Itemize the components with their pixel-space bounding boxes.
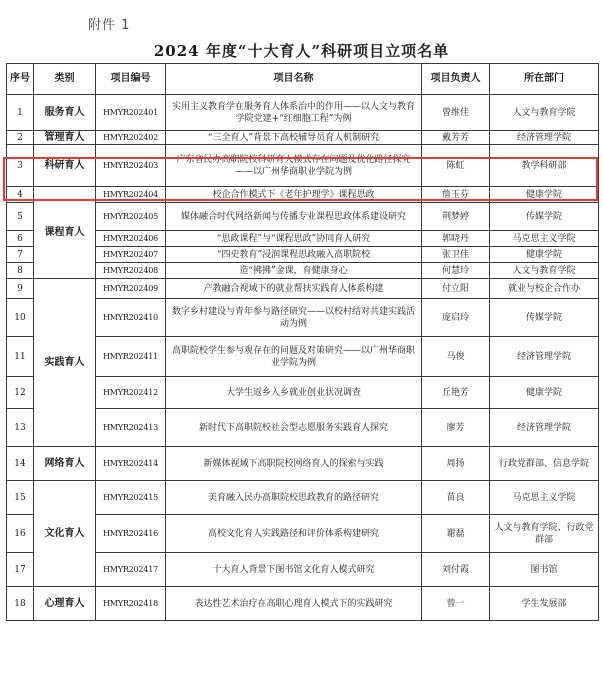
row-no: 15: [7, 481, 34, 515]
project-code: HMYR202407: [96, 247, 166, 263]
project-code: HMYR202409: [96, 279, 166, 299]
project-table: [6, 63, 599, 621]
project-code: HMYR202418: [96, 587, 166, 621]
category-cell: 科研育人: [34, 145, 96, 187]
row-no: 11: [7, 337, 34, 377]
category-cell: 服务育人: [34, 95, 96, 131]
row-no: 2: [7, 131, 34, 145]
project-leader: 付立阳: [422, 279, 490, 299]
project-name: 高职院校学生参与观存在的问题及对策研究——以广州华商职业学院为例: [166, 337, 422, 377]
row-no: 7: [7, 247, 34, 263]
project-code: HMYR202417: [96, 553, 166, 587]
project-code: HMYR202408: [96, 263, 166, 279]
project-leader: 谢磊: [422, 515, 490, 553]
header-row: [7, 64, 599, 95]
attachment-label: 附件 1: [88, 18, 131, 33]
project-leader: 荆梦婷: [422, 203, 490, 231]
project-code: HMYR202415: [96, 481, 166, 515]
project-dept: 行政党群部、信息学院: [490, 447, 599, 481]
project-leader: 廖芳: [422, 409, 490, 447]
table-row: [7, 377, 599, 409]
project-leader: 曾维佳: [422, 95, 490, 131]
project-code: HMYR202406: [96, 231, 166, 247]
table-row: [7, 247, 599, 263]
table-row: [7, 299, 599, 337]
project-leader: 庞启玲: [422, 299, 490, 337]
project-name: 校企合作模式下《老年护理学》课程思政: [166, 187, 422, 203]
table-row: [7, 145, 599, 187]
project-name: “三全育人”背景下高校辅导员育人机制研究: [166, 131, 422, 145]
project-dept: 人文与教育学院: [490, 95, 599, 131]
project-code: HMYR202414: [96, 447, 166, 481]
table-row: [7, 231, 599, 247]
row-no: 6: [7, 231, 34, 247]
project-dept: 教学科研部: [490, 145, 599, 187]
table-row: [7, 203, 599, 231]
row-no: 8: [7, 263, 34, 279]
project-name: “四史教育”浸润课程思政融入高职院校: [166, 247, 422, 263]
category-cell: 实践育人: [34, 279, 96, 447]
project-leader: 张卫佳: [422, 247, 490, 263]
project-dept: 传媒学院: [490, 299, 599, 337]
project-leader: 刘付霞: [422, 553, 490, 587]
project-name: 产教融合视域下的就业帮扶实践育人体系构建: [166, 279, 422, 299]
header-dept: 所在部门: [490, 64, 599, 95]
table-row: [7, 447, 599, 481]
table-row: [7, 187, 599, 203]
project-name: 大学生返乡入乡就业创业状况调查: [166, 377, 422, 409]
project-name: 新媒体视域下高职院校网络育人的探索与实践: [166, 447, 422, 481]
project-name: 表达性艺术治疗在高职心理育人模式下的实践研究: [166, 587, 422, 621]
row-no: 13: [7, 409, 34, 447]
project-code: HMYR202410: [96, 299, 166, 337]
project-dept: 学生发展部: [490, 587, 599, 621]
project-leader: 郭晓丹: [422, 231, 490, 247]
row-no: 17: [7, 553, 34, 587]
row-no: 16: [7, 515, 34, 553]
project-dept: 传媒学院: [490, 203, 599, 231]
table-row: [7, 131, 599, 145]
row-no: 10: [7, 299, 34, 337]
project-leader: 詹玉芬: [422, 187, 490, 203]
row-no: 4: [7, 187, 34, 203]
project-name: 新时代下高职院校社会型志愿服务实践育人探究: [166, 409, 422, 447]
project-dept: 健康学院: [490, 247, 599, 263]
project-code: HMYR202416: [96, 515, 166, 553]
project-code: HMYR202405: [96, 203, 166, 231]
project-name: 美育融入民办高职院校思政教育的路径研究: [166, 481, 422, 515]
table-row: [7, 587, 599, 621]
project-name: “思政课程”与“课程思政”协同育人研究: [166, 231, 422, 247]
project-dept: 健康学院: [490, 187, 599, 203]
row-no: 1: [7, 95, 34, 131]
document-title: 2024 年度“十大育人”科研项目立项名单: [153, 42, 450, 60]
table-row: [7, 95, 599, 131]
header-leader: 项目负责人: [422, 64, 490, 95]
category-cell: 课程育人: [34, 187, 96, 279]
project-code: HMYR202413: [96, 409, 166, 447]
project-name: 广东省民办高职院校科研育人模式存在问题及优化路径探究——以广州华商职业学院为例: [166, 145, 422, 187]
project-dept: 人文与教育学院、行政党群部: [490, 515, 599, 553]
project-code: HMYR202402: [96, 131, 166, 145]
header-category: 类别: [34, 64, 96, 95]
category-cell: 心理育人: [34, 587, 96, 621]
project-code: HMYR202404: [96, 187, 166, 203]
project-dept: 健康学院: [490, 377, 599, 409]
row-no: 5: [7, 203, 34, 231]
project-leader: 马俊: [422, 337, 490, 377]
project-leader: 戴芳芳: [422, 131, 490, 145]
project-leader: 苗良: [422, 481, 490, 515]
project-leader: 曾一: [422, 587, 490, 621]
project-dept: 经济管理学院: [490, 337, 599, 377]
table-header: [7, 64, 599, 95]
project-code: HMYR202401: [96, 95, 166, 131]
project-leader: 丘艳芳: [422, 377, 490, 409]
project-dept: 就业与校企合作办: [490, 279, 599, 299]
row-no: 12: [7, 377, 34, 409]
row-no: 18: [7, 587, 34, 621]
project-dept: 马克思主义学院: [490, 231, 599, 247]
table-row: [7, 515, 599, 553]
row-no: 9: [7, 279, 34, 299]
project-leader: 陈虹: [422, 145, 490, 187]
project-code: HMYR202411: [96, 337, 166, 377]
project-name: 高校文化育人实践路径和评价体系构建研究: [166, 515, 422, 553]
header-name: 项目名称: [166, 64, 422, 95]
project-name: 数字乡村建设与青年参与路径研究——以校村结对共建实践活动为例: [166, 299, 422, 337]
project-code: HMYR202403: [96, 145, 166, 187]
table-row: [7, 409, 599, 447]
project-name: 实用主义教育学在服务育人体系治中的作用——以人文与教育学院党建+“红细胞工程”为例: [166, 95, 422, 131]
table-row: [7, 553, 599, 587]
project-leader: 何慧玲: [422, 263, 490, 279]
project-dept: 经济管理学院: [490, 131, 599, 145]
row-no: 3: [7, 145, 34, 187]
project-dept: 图书馆: [490, 553, 599, 587]
table-row: [7, 481, 599, 515]
project-dept: 经济管理学院: [490, 409, 599, 447]
project-name: 媒体融合时代网络新闻与传播专业课程思政体系建设研究: [166, 203, 422, 231]
project-code: HMYR202412: [96, 377, 166, 409]
category-cell: 管理育人: [34, 131, 96, 145]
row-no: 14: [7, 447, 34, 481]
table-body: [7, 95, 599, 621]
category-cell: 网络育人: [34, 447, 96, 481]
project-name: 十大育人背景下图书馆文化育人模式研究: [166, 553, 422, 587]
header-code: 项目编号: [96, 64, 166, 95]
header-seq: 序号: [7, 64, 34, 95]
table-row: [7, 263, 599, 279]
project-leader: 周扬: [422, 447, 490, 481]
project-dept: 人文与教育学院: [490, 263, 599, 279]
project-dept: 马克思主义学院: [490, 481, 599, 515]
project-name: 造“拂拂”金课，育健康身心: [166, 263, 422, 279]
category-cell: 文化育人: [34, 481, 96, 587]
table-row: [7, 279, 599, 299]
table-row: [7, 337, 599, 377]
